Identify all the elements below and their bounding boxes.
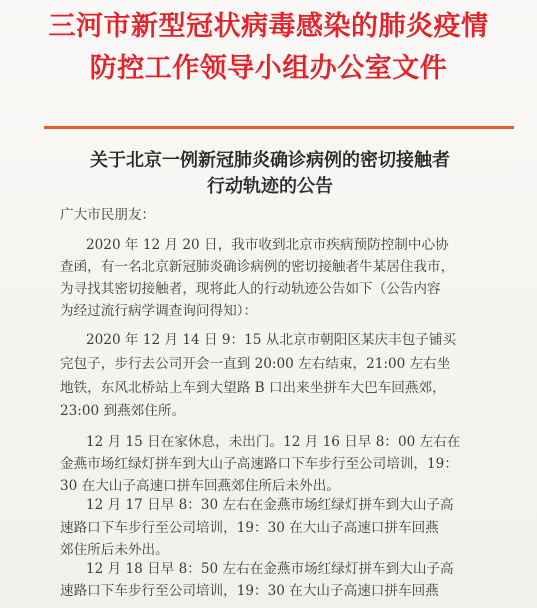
text-line: 速路口下车步行至公司培训，19：30 在大山子高速口拼车回燕 [60,583,439,599]
text-line: 12 月 15 日在家休息，未出门。12 月 16 日早 8：00 左右在 [86,434,461,450]
text-line: 金燕市场红绿灯拼车到大山子高速路口下车步行至公司培训，19： [60,456,458,472]
text-line: 查函，有一名北京新冠肺炎确诊病例的密切接触者牛某居住我市， [60,259,455,275]
header-divider [44,126,514,129]
document-header [0,6,537,90]
text-line: 为经过流行病学调查询问得知）： [60,303,258,319]
text-line: 30 在大山子高速口拼车回燕郊住所后未外出。 [60,478,340,494]
text-line: 郊住所后未外出。 [60,542,169,558]
header-line-1: 三河市新型冠状病毒感染的肺炎疫情 [48,11,489,42]
text-line: 完包子，步行去公司开会一直到 20:00 左右结束，21:00 左右坐 [60,356,451,372]
text-line: 2020 年 12 月 14 日 9：15 从北京市朝阳区某庆丰包子铺买 [86,332,457,348]
text-line: 速路口下车步行至公司培训，19：30 在大山子高速口拼车回燕 [60,520,439,536]
header-line-2: 防控工作领导小组办公室文件 [89,53,448,84]
notice-title-line-1: 关于北京一例新冠肺炎确诊病例的密切接触者 [90,150,450,171]
text-line: 2020 年 12 月 20 日，我市收到北京市疾病预防控制中心协 [86,237,449,253]
notice-title-line-2: 行动轨迹的公告 [207,176,333,197]
text-line: 23:00 到燕郊住所。 [60,403,186,419]
salutation: 广大市民朋友： [60,207,156,223]
text-line: 12 月 17 日早 8：30 左右在金燕市场红绿灯拼车到大山子高 [86,497,454,513]
notice-title [60,148,480,200]
text-line: 12 月 18 日早 8：50 左右在金燕市场红绿灯拼车到大山子高 [86,561,454,577]
text-line: 地铁，东风北桥站上车到大望路 B 口出来坐拼车大巴车回燕郊， [60,380,446,396]
text-line: 为寻找其密切接触者，现将此人的行动轨迹公告如下（公告内容 [60,281,441,297]
